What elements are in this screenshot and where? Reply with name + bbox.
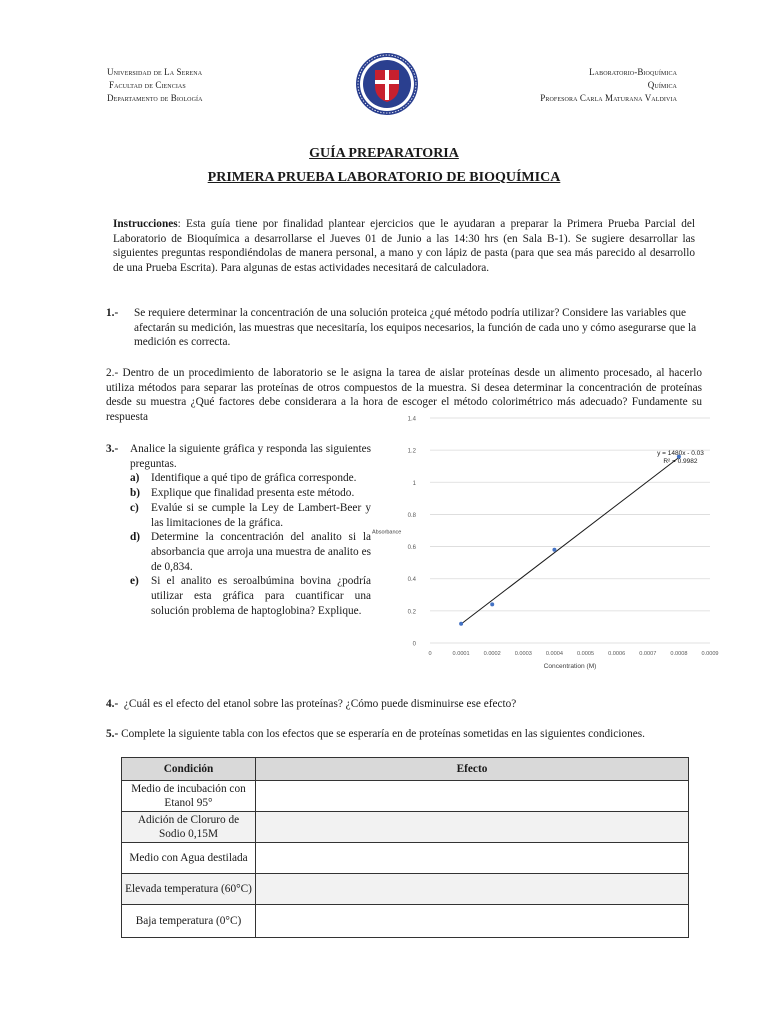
question-3b: b) Explique que finalidad presenta este método. <box>130 487 355 500</box>
question-5 <box>106 727 716 742</box>
condition-cell: Medio con Agua destilada <box>122 843 256 874</box>
trendline-equation: y = 1480x - 0.03 <box>657 449 704 457</box>
x-tick-label: 0.0007 <box>639 651 657 657</box>
effect-header: Efecto <box>256 758 689 781</box>
question-3-block <box>130 442 371 618</box>
table-row <box>122 874 689 905</box>
y-tick-label: 1.4 <box>407 416 416 423</box>
question-2-text: Dentro de un procedimiento de laboratorio se le asigna la tarea de aislar proteínas desde un alimento procesado, al hacerlo utiliza métodos para separar las proteínas de otros compuestos de la muestra. Si desea determinar la concentración de proteínas desde su muestra ¿Qué factores debe considerara a la hora de escoger el método colorimétrico más adecuado? Fundamente su respuesta <box>106 367 703 424</box>
calibration-chart <box>370 410 719 672</box>
data-point <box>552 548 556 552</box>
condition-cell: Baja temperatura (0°C) <box>122 905 256 938</box>
x-tick-label: 0.0003 <box>514 651 532 657</box>
question-3c: c) Evalúe si se cumple la Ley de Lambert-Beer y las limitaciones de la gráfica. <box>130 501 371 529</box>
subject-name: Química <box>647 80 677 90</box>
table-row <box>122 812 689 843</box>
question-3a: a) Identifique a qué tipo de gráfica corresponde. <box>130 472 357 485</box>
question-3d: d) Determine la concentración del analito si la absorbancia que arroja una muestra de analito es de 0,834. <box>130 531 371 573</box>
effect-cell[interactable] <box>256 905 689 938</box>
instructions-paragraph <box>113 217 695 276</box>
y-axis-label: Absorbance <box>372 529 402 536</box>
x-tick-label: 0.0005 <box>577 651 595 657</box>
r-squared-label: R² = 0.9982 <box>663 458 698 465</box>
table-row <box>122 905 689 938</box>
data-point <box>459 622 463 626</box>
condition-cell: Adición de Cloruro de Sodio 0,15M <box>122 812 256 843</box>
table-header-row <box>122 758 689 781</box>
x-tick-label: 0.0001 <box>452 651 470 657</box>
page-title: GUÍA PREPARATORIA <box>309 146 459 161</box>
data-point <box>490 602 494 606</box>
effect-cell[interactable] <box>256 874 689 905</box>
x-tick-label: 0.0009 <box>701 651 719 657</box>
y-tick-label: 0.6 <box>407 545 416 552</box>
question-4-number: 4.- <box>106 698 119 710</box>
x-tick-label: 0.0008 <box>670 651 688 657</box>
university-seal-logo <box>355 52 419 116</box>
y-tick-label: 1.2 <box>407 448 416 455</box>
question-3-number: 3.- <box>106 443 119 455</box>
table-row <box>122 781 689 812</box>
university-header <box>107 66 203 105</box>
course-name: Laboratorio-Bioquímica <box>589 67 677 77</box>
x-tick-label: 0.0002 <box>483 651 501 657</box>
faculty-name: Facultad de Ciencias <box>109 80 186 90</box>
x-tick-label: 0.0006 <box>608 651 626 657</box>
y-tick-label: 0.8 <box>407 512 416 519</box>
question-1-number: 1.- <box>106 307 119 319</box>
y-tick-label: 0.4 <box>407 577 416 584</box>
question-2-number: 2.- <box>106 367 119 379</box>
department-name: Departamento de Biología <box>107 93 203 103</box>
page-subtitle: PRIMERA PRUEBA LABORATORIO DE BIOQUÍMICA <box>207 170 561 185</box>
effect-cell[interactable] <box>256 843 689 874</box>
instructions-text: : Esta guía tiene por finalidad plantear ejercicios que le ayudaran a preparar la Primera Prueba Parcial del Laboratorio de Bioquímica a desarrollarse el Jueves 01 de Junio a las 14:30 hrs (en Sala B-1). Se sugiere desarrollar las siguientes preguntas respondiéndolas de manera personal, a mano y con lápiz de pasta (para que sea más parecido al desarrollo de una Prueba Escrita). Para algunas de estas actividades necesitará de calculadora. <box>113 218 695 275</box>
effect-cell[interactable] <box>256 812 689 843</box>
x-tick-label: 0.0004 <box>545 651 563 657</box>
professor-name: Profesora Carla Maturana Valdivia <box>540 93 677 103</box>
question-3-items <box>130 471 371 618</box>
question-3-intro: Analice la siguiente gráfica y responda las siguientes preguntas. <box>130 443 371 470</box>
y-tick-label: 0.2 <box>407 609 416 616</box>
question-4-text: ¿Cuál es el efecto del etanol sobre las proteínas? ¿Cómo puede disminuirse ese efecto? <box>123 698 517 710</box>
instructions-label: Instrucciones <box>113 218 178 230</box>
question-4 <box>106 697 706 712</box>
y-tick-label: 0 <box>412 641 416 648</box>
condition-cell: Medio de incubación con Etanol 95° <box>122 781 256 812</box>
question-5-text: Complete la siguiente tabla con los efectos que se esperaría en de proteínas sometidas en las siguientes condiciones. <box>121 728 645 740</box>
condition-header: Condición <box>122 758 256 781</box>
question-5-number: 5.- <box>106 728 119 740</box>
conditions-table <box>121 757 689 938</box>
effect-cell[interactable] <box>256 781 689 812</box>
lab-header <box>540 66 677 105</box>
table-row <box>122 843 689 874</box>
y-tick-label: 1 <box>412 480 416 487</box>
question-3e: e) Si el analito es seroalbúmina bovina ¿podría utilizar esta gráfica para cuantificar una solución problema de haptoglobina? Explique. <box>130 575 371 617</box>
condition-cell: Elevada temperatura (60°C) <box>122 874 256 905</box>
university-name: Universidad de La Serena <box>107 67 203 77</box>
x-tick-label: 0 <box>428 651 432 657</box>
question-1-text: Se requiere determinar la concentración de una solución proteica ¿qué método podría utilizar? Considere las variables que afectarán su medición, las muestras que necesitaría, los equipos necesarios, la función de cada uno y cómo asegurarse que la medición es correcta. <box>134 307 697 349</box>
x-axis-label: Concentration (M) <box>543 663 597 670</box>
